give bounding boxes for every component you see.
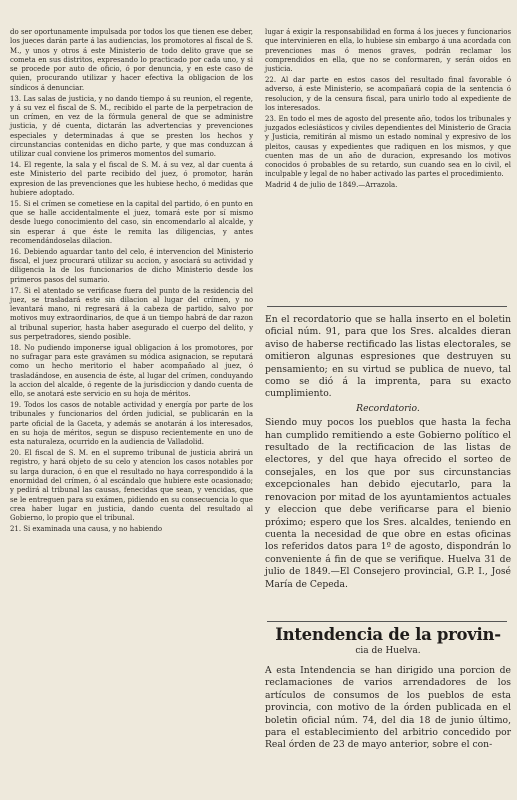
paragraph: 23. En todo el mes de agosto del presente año, todos los tribunales y juzgados eclesiásticos y civiles dependientes del Ministerio de Gracia y Justicia, remitirán al mismo un estado nominal y expresivo de los pleitos, causas y expedientes que radiquen en los mismos, y que cuenten mas de un año de duracion, expresando los motivos conocidos ó probables de su retardo, sun cuando sea en lo civil, el inculpable y legal de no haber activado las partes el procedimiento.	[265, 114, 511, 179]
paragraph: do ser oportunamente impulsada por todos los que tienen ese deber, los jueces darán parte á las audiencias, los promotores al fiscal de S. M., y unos y otros á este Ministerio de todo delito grave que se cometa en sus distritos, expresando lo practicado por cada uno, y si se procede por auto de oficio, ó por denuncia, y en este caso de quien, procurando utilizar y hacer efectiva la obligacion de los síndicos á denunciar.	[10, 28, 253, 92]
paragraph: 21. Si examinada una causa, y no habiendo	[10, 524, 163, 533]
paragraph: 15. Si el crímen se cometiese en la capital del partido, ó en punto en que se halle accidentalmente el juez, tomará este por sí mismo desde luego conocimiento del caso, sin encomendarlo al alcalde, y sin esperar á que éste le remita las diligencias, y antes recomendándoselas dilacion.	[10, 199, 253, 246]
heading-title: Intendencia de la provin-	[275, 625, 501, 644]
heading-subtitle: cia de Huelva.	[355, 646, 421, 656]
section-heading	[265, 625, 511, 657]
right-column-notice	[265, 314, 511, 593]
paragraph: A esta Intendencia se han dirigido una porcion de reclamaciones de varios arrendadores de los artículos de consumos de los pueblos de esta provincia, con motivo de la órden publicada en el boletin oficial núm. 74, del dia 18 de junio último, para el establecimiento del arbitrio concedido por Real órden de 23 de mayo anterior, sobre el con-	[265, 665, 511, 751]
divider	[267, 621, 507, 622]
intendencia-text	[265, 665, 511, 754]
paragraph: 22. Al dar parte en estos casos del resultado final favorable ó adverso, á este Ministerio, se acompañará copia de la sentencia ó resolucion, y de la censura fiscal, para unirlo todo al expediente de los interesados.	[265, 75, 511, 112]
signature-line: Madrid 4 de julio de 1849.—Arrazola.	[265, 181, 398, 190]
paragraph: 17. Si el atentado se verificase fuera del punto de la residencia del juez, se trasladará este sin dilacion al lugar del crímen, y no levantará mano, ni regresará á la cabeza de partido, salvo por motivos muy extraordinarios, de que á un tiempo habrá de dar razon al tribunal superior, hasta haber asegurado el cuerpo del delito, y sus perpetradores, siendo posible.	[10, 286, 253, 341]
paragraph: lugar á exigir la responsabilidad en forma á los jueces y funcionarios que intervinieren en ella, lo hubiese sin embargo á una acordada con prevenciones mas ó menos graves, podrán reclamar los comprendidos en ella, que no se conformaren, y serán oidos en justicia.	[265, 28, 511, 74]
section-subtitle: Recordatorio.	[356, 402, 420, 414]
divider	[267, 306, 507, 307]
left-column	[10, 28, 253, 536]
paragraph: 18. No pudiendo imponerse igual obligacion á los promotores, por no sufragar para este gravámen su módica asignacion, se reputará como un hecho meritorio el haber acompañado al juez, ó trasladándose, en ausencia de éste, al lugar del crímen, conduyando la accion del alcalde, ó regente de la jurisdiccion y dando cuenta de ello, se anotará este servicio en su hoja de méritos.	[10, 343, 253, 399]
paragraph: 14. El regente, la sala y el fiscal de S. M. á su vez, al dar cuenta á este Ministerio del parte recibido del juez, ó promotor, harán expresion de las prevenciones que les hubiese hecho, ó medidas que hubiere adoptado.	[10, 161, 253, 198]
paragraph: 20. El fiscal de S. M. en el supremo tribunal de justicia abrirá un registro, y hará objeto de su celo y atencion los casos notables por su larga duracion, ó en que el resultado no haya correspondido á la enormidad del crímen, ó al escándalo que hubiere este ocasionado; y pedirá al tribunal las causas, fenecidas que sean, y vencidas, que se le entreguen para su exámen, pidiendo en su consecuencia lo que crea haber lugar en justicia, dando cuenta del resultado al Gobierno, lo propio que el tribunal.	[10, 449, 253, 523]
paragraph: Siendo muy pocos los pueblos que hasta la fecha han cumplido remitiendo a este Gobierno político el resultado de la rectificacion de las listas de electores, y del que haya ofrecido el sorteo de consejales, en los que por sus circunstancias excepcionales han debido ejecutarlo, para la renovacion por mitad de los ayuntamientos actuales y eleccion que debe verificarse para el bienio próximo; espero que los Sres. alcaldes, teniendo en cuenta la necesidad de que obre en estas oficinas los referidos datos para 1º de agosto, dispondrán lo conveniente á fin de que se verifique. Huelva 31 de julio de 1849.—El Consejero provincial, G.P. I., José María de Cepeda.	[265, 417, 511, 590]
paragraph: En el recordatorio que se halla inserto en el boletin oficial núm. 91, para que los Sres. alcaldes dieran aviso de haberse rectificado las listas electorales, se omitieron algunas espresiones que destruyen su pensamiento; en su virtud se publica de nuevo, tal como se dió á la imprenta, para su exacto cumplimiento.	[265, 314, 511, 400]
paragraph: 13. Las salas de justicia, y no dando tiempo á su reunion, el regente, y á su vez el fiscal de S. M., recibido el parte de la perpetracion de un crímen, en vez de la fórmula general de que se administre justicia, y dé cuenta, dictarán las advertencias y prevenciones especiales y determinadas á que se presten los hechos y circunstancias contenidas en dicho parte, y que mas conduzcan á utilizar cual conviene los primeros momentos del sumario.	[10, 94, 253, 159]
paragraph: 16. Debiendo aguardar tanto del celo, é intervencion del Ministerio fiscal, el juez procurará utilizar su accion, y asociará su actividad y diligencia la de los funcionarios de dicho Ministerio desde los primeros pasos del sumario.	[10, 247, 253, 284]
right-column-decree	[265, 28, 511, 192]
paragraph: 19. Todos los casos de notable actividad y energía por parte de los tribunales y funcionarios del órden judicial, se publicarán en la parte oficial de la Gaceta, y además se anotarán á los interesados, en su hoja de méritos, segun se dispuso recientemente en uno de esta naturaleza, ocurrido en la audiencia de Valladolid.	[10, 401, 253, 447]
